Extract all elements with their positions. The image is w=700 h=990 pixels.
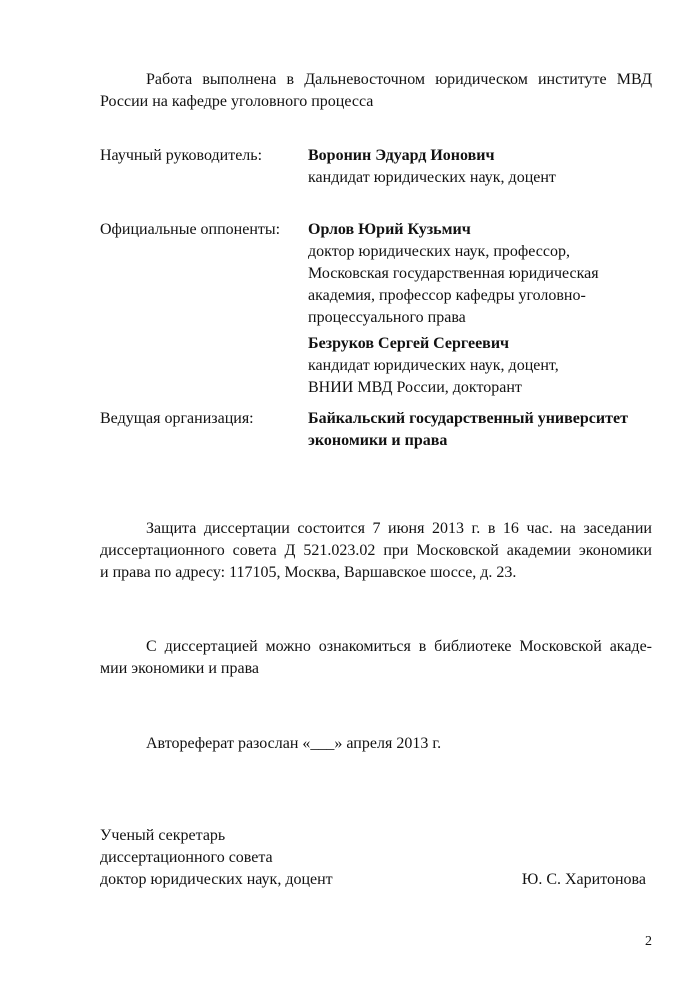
mailing-paragraph: [100, 733, 652, 755]
opponent-2-block: [308, 333, 653, 399]
opponent-1-name: Орлов Юрий Кузьмич: [308, 221, 471, 238]
opponent-2-name: Безруков Сергей Сергеевич: [308, 335, 510, 352]
intro-paragraph: [100, 69, 652, 113]
secretary-name: Ю. С. Харитонова: [521, 871, 646, 888]
opponent-1-detail: академия, профессор кафедры уголовно-: [308, 287, 586, 304]
defense-paragraph: [100, 518, 652, 584]
lead-org-block: [308, 408, 653, 452]
supervisor-name: Воронин Эдуард Ионович: [308, 147, 495, 164]
supervisor-block: [308, 145, 653, 189]
defense-line-2: диссертационного совета Д 521.023.02 при Московской академии экономики: [100, 542, 652, 559]
secretary-title-line: Ученый секретарь: [100, 827, 226, 844]
opponent-2-detail: ВНИИ МВД России, докторант: [308, 379, 522, 396]
opponents-role-label: Официальные оппоненты:: [100, 221, 281, 238]
library-paragraph: [100, 636, 652, 680]
lead-org-name-line: Байкальский государственный университет: [308, 410, 628, 427]
mailing-text: Автореферат разослан «___» апреля 2013 г.: [146, 735, 442, 752]
supervisor-detail: кандидат юридических наук, доцент: [308, 169, 556, 186]
intro-line-1: Работа выполнена в Дальневосточном юридическом институте МВД: [146, 71, 652, 88]
opponent-1-detail: процессуального права: [308, 309, 466, 326]
secretary-signature: [100, 825, 652, 891]
intro-line-2: России на кафедре уголовного процесса: [100, 93, 374, 110]
page-number: 2: [645, 934, 652, 949]
lead-org-name-line: экономики и права: [308, 432, 448, 449]
opponent-1-detail: доктор юридических наук, профессор,: [308, 243, 570, 260]
library-line-1: С диссертацией можно ознакомиться в библиотеке Московской акаде-: [146, 638, 652, 655]
supervisor-role-label: Научный руководитель:: [100, 147, 263, 164]
secretary-title-line: диссертационного совета: [100, 849, 273, 866]
library-line-2: мии экономики и права: [100, 660, 260, 677]
lead-org-role-label: Ведущая организация:: [100, 410, 254, 427]
opponent-2-detail: кандидат юридических наук, доцент,: [308, 357, 559, 374]
secretary-title-line: доктор юридических наук, доцент: [100, 871, 333, 888]
opponent-1-block: [308, 219, 653, 329]
defense-line-1: Защита диссертации состоится 7 июня 2013 г. в 16 час. на заседании: [146, 520, 652, 537]
opponent-1-detail: Московская государственная юридическая: [308, 265, 599, 282]
defense-line-3: и права по адресу: 117105, Москва, Варшавское шоссе, д. 23.: [100, 564, 517, 581]
